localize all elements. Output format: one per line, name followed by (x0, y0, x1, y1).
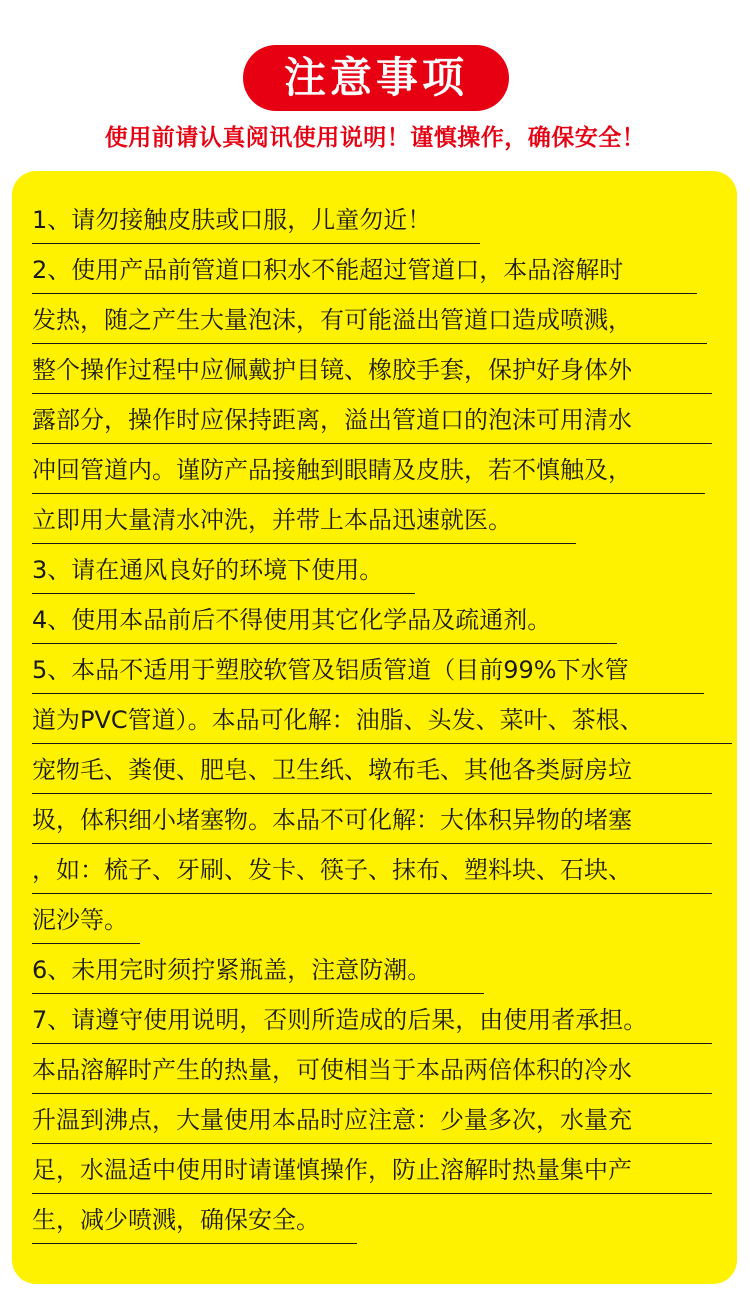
notice-line: 冲回管道内。谨防产品接触到眼睛及皮肤，若不慎触及， (32, 444, 705, 494)
notice-line: 圾，体积细小堵塞物。本品不可化解：大体积异物的堵塞 (32, 794, 712, 844)
notice-line: 3、请在通风良好的环境下使用。 (32, 544, 415, 594)
notice-line: 露部分，操作时应保持距离，溢出管道口的泡沫可用清水 (32, 394, 712, 444)
page-title: 注意事项 (243, 45, 509, 111)
notice-line: 宠物毛、粪便、肥皂、卫生纸、墩布毛、其他各类厨房垃 (32, 744, 712, 794)
notice-line: 发热，随之产生大量泡沫，有可能溢出管道口造成喷溅， (32, 294, 707, 344)
warning-subtitle: 使用前请认真阅讯使用说明！谨慎操作，确保安全！ (104, 125, 646, 151)
notice-line: 足，水温适中使用时请谨慎操作，防止溶解时热量集中产 (32, 1144, 712, 1194)
notice-panel (12, 171, 737, 1284)
notice-line: 2、使用产品前管道口积水不能超过管道口，本品溶解时 (32, 244, 697, 294)
notice-line: 升温到沸点，大量使用本品时应注意：少量多次，水量充 (32, 1094, 712, 1144)
notice-line: 6、未用完时须拧紧瓶盖，注意防潮。 (32, 944, 484, 994)
notice-line: 道为PVC管道）。本品可化解：油脂、头发、菜叶、茶根、 (32, 694, 732, 744)
notice-line: 整个操作过程中应佩戴护目镜、橡胶手套，保护好身体外 (32, 344, 712, 394)
notice-line: 7、请遵守使用说明，否则所造成的后果，由使用者承担。 (32, 994, 712, 1044)
notice-line: ，如：梳子、牙刷、发卡、筷子、抹布、塑料块、石块、 (32, 844, 712, 894)
notice-line: 4、使用本品前后不得使用其它化学品及疏通剂。 (32, 594, 617, 644)
notice-line: 5、本品不适用于塑胶软管及铝质管道（目前99%下水管 (32, 644, 704, 694)
notice-line: 本品溶解时产生的热量，可使相当于本品两倍体积的冷水 (32, 1044, 712, 1094)
notice-line: 立即用大量清水冲洗，并带上本品迅速就医。 (32, 494, 576, 544)
notice-line: 1、请勿接触皮肤或口服，儿童勿近！ (32, 194, 480, 244)
notice-line: 泥沙等。 (32, 894, 140, 944)
notice-line: 生，减少喷溅，确保安全。 (32, 1194, 357, 1244)
